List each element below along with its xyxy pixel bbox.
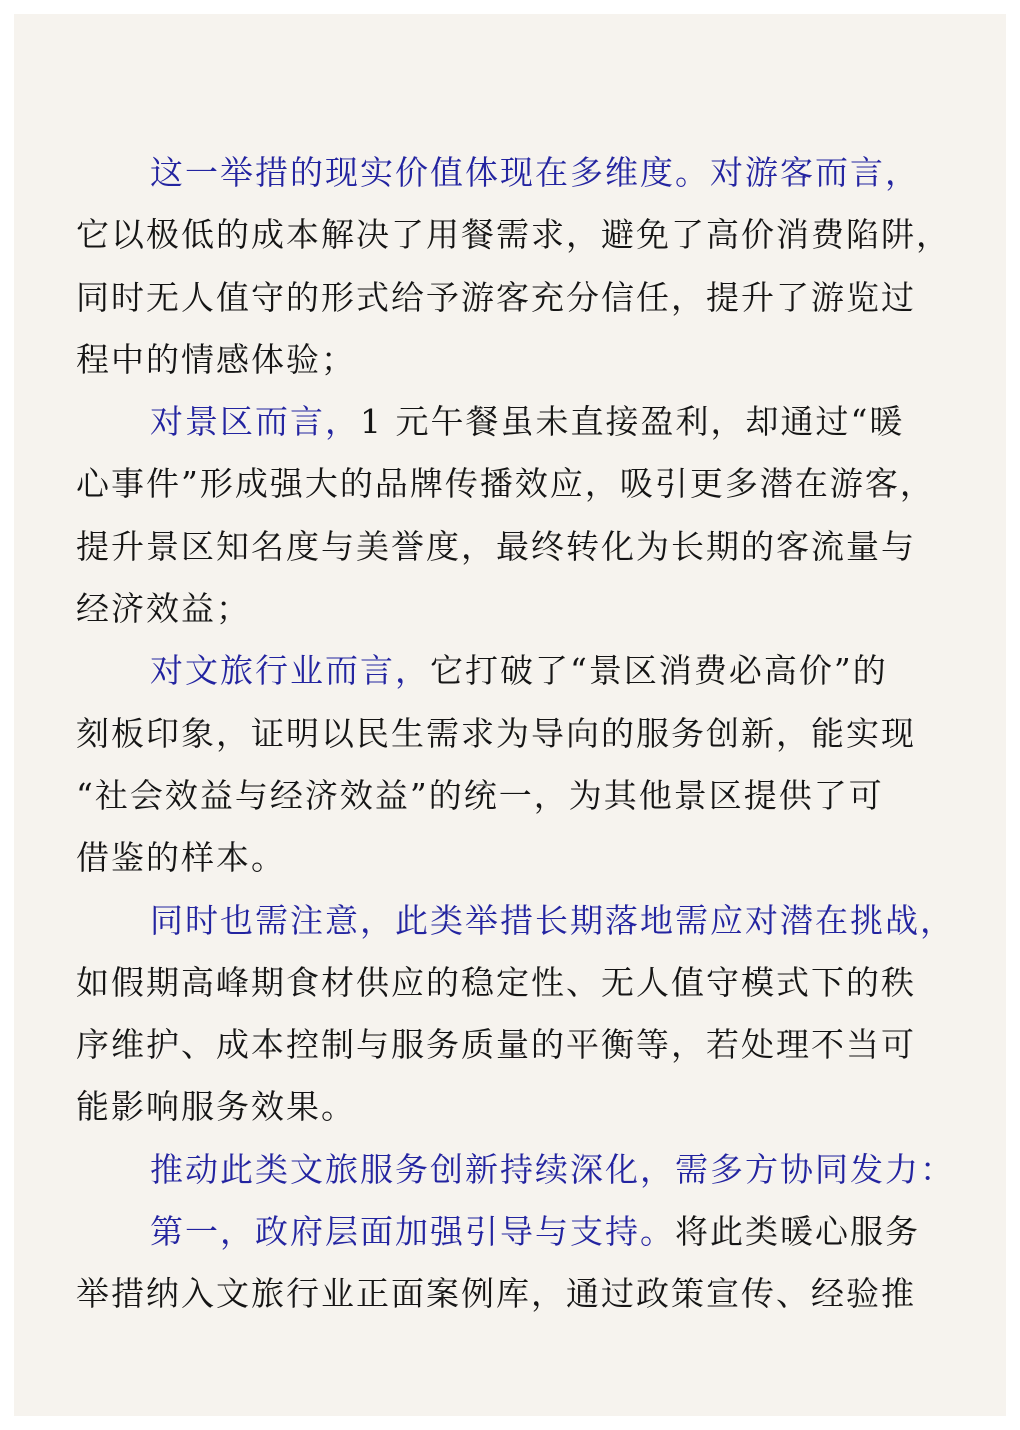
text-line bbox=[76, 890, 956, 952]
body-text: 1 元午餐虽未直接盈利，却通过“暖 bbox=[360, 402, 905, 442]
paragraph-value-dimensions bbox=[76, 142, 956, 391]
document-page bbox=[14, 14, 1006, 1416]
text-line bbox=[76, 703, 956, 765]
body-text: 它打破了“景区消费必高价”的 bbox=[430, 651, 888, 691]
text-line bbox=[76, 453, 956, 515]
body-text: 程中的情感体验； bbox=[76, 339, 356, 379]
text-line bbox=[76, 329, 956, 391]
body-text: 举措纳入文旅行业正面案例库，通过政策宣传、经验推 bbox=[76, 1274, 916, 1314]
paragraph-challenges bbox=[76, 890, 956, 1139]
body-text: “社会效益与经济效益”的统一，为其他景区提供了可 bbox=[76, 775, 884, 815]
text-line bbox=[76, 578, 956, 640]
text-line bbox=[76, 1014, 956, 1076]
text-line bbox=[76, 142, 956, 204]
highlight-text: 对文旅行业而言， bbox=[150, 651, 430, 691]
paragraph-tourism-industry bbox=[76, 640, 956, 889]
text-line bbox=[76, 640, 956, 702]
highlight-text: 对景区而言， bbox=[150, 402, 360, 442]
body-text: 心事件”形成强大的品牌传播效应，吸引更多潜在游客， bbox=[76, 464, 935, 504]
body-text: 能影响服务效果。 bbox=[76, 1087, 356, 1127]
body-text: 将此类暖心服务 bbox=[675, 1212, 920, 1252]
text-line bbox=[76, 952, 956, 1014]
body-text: 刻板印象，证明以民生需求为导向的服务创新，能实现 bbox=[76, 713, 916, 753]
body-text: 提升景区知名度与美誉度，最终转化为长期的客流量与 bbox=[76, 526, 916, 566]
body-text: 它以极低的成本解决了用餐需求，避免了高价消费陷阱， bbox=[76, 215, 951, 255]
text-line bbox=[76, 765, 956, 827]
highlight-text: 第一，政府层面加强引导与支持。 bbox=[150, 1212, 675, 1252]
body-text: 经济效益； bbox=[76, 589, 251, 629]
highlight-text: 推动此类文旅服务创新持续深化，需多方协同发力： bbox=[150, 1149, 955, 1189]
text-line bbox=[76, 391, 956, 453]
text-line bbox=[76, 1201, 956, 1263]
paragraph-cooperation bbox=[76, 1139, 956, 1201]
text-line bbox=[76, 1139, 956, 1201]
text-line bbox=[76, 204, 956, 266]
text-line bbox=[76, 1263, 956, 1325]
article-body bbox=[76, 142, 956, 1326]
highlight-text: 这一举措的现实价值体现在多维度。对游客而言， bbox=[150, 153, 920, 192]
body-text: 同时无人值守的形式给予游客充分信任，提升了游览过 bbox=[76, 277, 916, 317]
highlight-text: 同时也需注意，此类举措长期落地需应对潜在挑战， bbox=[150, 900, 955, 940]
text-line bbox=[76, 267, 956, 329]
paragraph-scenic-area bbox=[76, 391, 956, 640]
text-line bbox=[76, 516, 956, 578]
body-text: 借鉴的样本。 bbox=[76, 838, 286, 878]
paragraph-government bbox=[76, 1201, 956, 1326]
text-line bbox=[76, 1076, 956, 1138]
body-text: 如假期高峰期食材供应的稳定性、无人值守模式下的秩 bbox=[76, 962, 916, 1002]
text-line bbox=[76, 827, 956, 889]
body-text: 序维护、成本控制与服务质量的平衡等，若处理不当可 bbox=[76, 1025, 916, 1065]
